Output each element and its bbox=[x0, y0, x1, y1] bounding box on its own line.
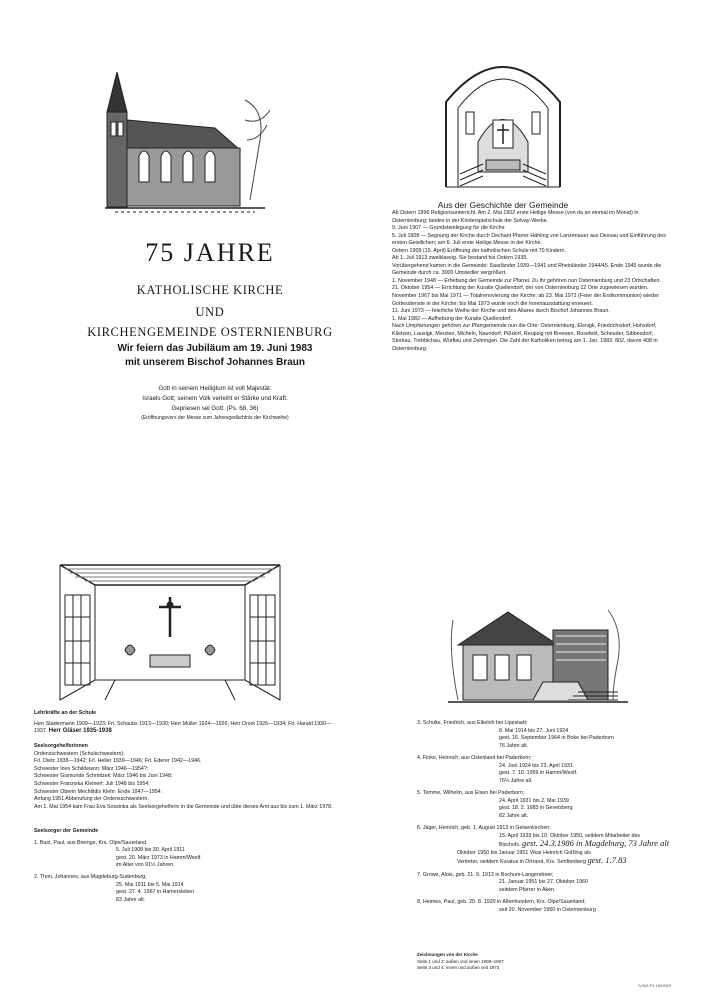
page-title: 75 JAHRE bbox=[145, 238, 275, 267]
priest-entry: 5. Temme, Wilhelm, aus Elsen bei Paderborn; bbox=[417, 790, 525, 796]
history-entry: 9. Juni 1907 — Grundsteinlegung für die Kirche bbox=[392, 225, 505, 232]
priest-detail: gest. 7. 10. 1959 in Hamm/Westf. bbox=[499, 770, 578, 776]
teachers-typed-addition: Herr Gläser 1935-1938 bbox=[48, 728, 112, 735]
church-exterior-drawing bbox=[95, 60, 275, 220]
history-entry: 21. Oktober 1954 — Errichtung der Kuratie Quellendorf, der von Osternienburg 12 Orte zugewiesen wurden. bbox=[392, 285, 649, 292]
history-entry: 5. Juli 1908 — Segnung der Kirche durch Dechant Pfarrer Hähling von Lanzenauer aus Dessau und Einführung des ersten Geistlichen; am 6. Juli erste Heilige Messe in der Kirche. bbox=[392, 232, 666, 247]
helpers-line: Schwester Oberin Mechtildis Klehr: Ende 1947—1954. bbox=[34, 788, 163, 795]
priest-entry: 4. Finke, Heinrich, aus Ostenland bei Paderborn; bbox=[417, 755, 532, 761]
history-entry: Ab 1. Juli 1913 zweiklassig. Sie bestand bis Ostern 1939. bbox=[392, 255, 528, 262]
subtitle-line-2: UND bbox=[195, 305, 225, 319]
priest-detail: Vertreter, seitdem Kuratus in Ortrand, Krs. Senftenberg bbox=[457, 859, 586, 865]
drawings-credit bbox=[417, 952, 617, 972]
church-interior-modern-drawing bbox=[55, 555, 285, 705]
page-1 bbox=[0, 0, 353, 500]
helpers-section bbox=[34, 743, 334, 811]
priests-section bbox=[34, 828, 334, 904]
priest-entry: 1. Bast, Paul, aus Bremge, Krs. Olpe/Sauerland bbox=[34, 839, 147, 846]
priest-entry: 8. Heimes, Paul, geb. 20. 8. 1920 in Altenhundem, Krs. Olpe/Sauerland; bbox=[417, 899, 586, 905]
priests-continued bbox=[417, 720, 692, 914]
history-entry: Ostern 1909 (19. April) Eröffnung der katholischen Schule mit 70 Kindern. bbox=[392, 247, 566, 254]
priest-detail: gest. 27. 4. 1967 in Hamersleben bbox=[116, 889, 195, 896]
print-code: IV/5/8 P1 189/83/5 bbox=[638, 983, 672, 988]
priest-detail: 25. Mai 1911 bis 5. Mai 1914 bbox=[116, 881, 184, 888]
celebration-line-1: Wir feiern das Jubiläum am 19. Juni 1983 bbox=[117, 343, 313, 354]
history-entry: Vorübergehend kamen in die Gemeinde: Saarländer 1939—1941 und Rheinländer 1944/45. Ende 1945 wurde die Gemeinde durch ca. 3000 Umsiedler vergrößert. bbox=[392, 262, 662, 277]
helpers-line: Schwester Ines Schildewon: März 1946—1954?; bbox=[34, 765, 149, 772]
priest-detail: 83 Jahre alt. bbox=[116, 896, 146, 903]
priest-detail: gest. 16. September 1964 in Boke bei Paderborn bbox=[499, 735, 614, 741]
church-exterior-modern-drawing bbox=[448, 600, 628, 710]
helpers-line: Schwester Gismunde Schmitzek: März 1946 bis Juni 1948; bbox=[34, 773, 173, 780]
priest-entry: 3. Schulte, Friedrich, aus Elkeloh bei Lippstadt; bbox=[417, 720, 528, 726]
verse-note: (Eröffnungsvers der Messe zum Jahresgedächtnis der Kirchweihe) bbox=[141, 415, 289, 421]
helpers-line: Am 1. Mai 1954 kam Frau Eva Sossinka als Seelsorgehelferin in die Gemeinde und übte dieses Amt aus bis zum 1. März 1978. bbox=[34, 803, 333, 810]
drawings-line: Seite 1 und 2: außen und innen 1908–1967 bbox=[417, 958, 504, 964]
helpers-line: Anfang 1951 Abberufung der Ordensschwestern. bbox=[34, 796, 149, 803]
history-entry: 1. Mai 1982 — Aufhebung der Kuratie Quellendorf. bbox=[392, 315, 513, 322]
priests-heading: Seelsorger der Gemeinde bbox=[34, 828, 99, 834]
subtitle-line-1: KATHOLISCHE KIRCHE bbox=[136, 283, 284, 297]
priest-detail: seitdem Pfarrer in Aken. bbox=[499, 886, 556, 893]
priest-detail: 8. Mai 1914 bis 27. Juni 1924 bbox=[499, 727, 569, 734]
history-entry: November 1967 bis Mai 1971 — Totalrenovierung der Kirche; ab 23. Mai 1971 (Feier der Erstkommunion) wieder Gottesdienste in der Kirche; bis Mai 1973 wurde noch die Innenausstattung erneuert. bbox=[392, 293, 659, 307]
verse-line-1: Gott in seinem Heiligtum ist voll Majestät. bbox=[158, 385, 272, 392]
priest-detail: gest. 20. März 1973 in Hamm/Westf. bbox=[116, 854, 202, 861]
handwritten-annotation: gest. 1.7.83 bbox=[587, 855, 627, 865]
history-entry: Ab Ostern 1896 Religionsunterricht. Am 2. Mai 1902 erste Heilige Messe (von da an einmal im Monat) in Osternienburg; beides in der Kinderspielschule der Solvay-Werke. bbox=[392, 210, 639, 224]
drawings-line: Seite 3 und 4: innen und außen seit 1973 bbox=[417, 965, 500, 970]
priest-detail: 24. April 1931 bis 2. Mai 1939 bbox=[499, 797, 569, 804]
priest-detail: gest. 18. 2. 1983 in Gevelsberg bbox=[499, 805, 573, 811]
helpers-line: Frl. Dietz 1938—1942; Frl. Heller 1939—1946; Frl. Ederer 1942—1946. bbox=[34, 758, 202, 765]
subtitle-line-3: KIRCHENGEMEINDE OSTERNIENBURG bbox=[87, 325, 333, 339]
history-entry: 11. Juni 1973 — feierliche Weihe der Kirche und des Altares durch Bischof Johannes Braun. bbox=[392, 308, 610, 315]
teachers-section bbox=[34, 710, 334, 736]
helpers-line: Ordensschwestern (Schulschwestern): bbox=[34, 750, 125, 757]
priest-detail: 76½ Jahre alt. bbox=[499, 777, 533, 784]
page-3 bbox=[0, 500, 353, 1000]
priest-detail: 5. Juli 1908 bis 30. April 1911 bbox=[116, 847, 185, 854]
handwritten-annotation: gest. 24.3.1986 in Magdeburg, 73 Jahre alt bbox=[521, 838, 670, 848]
priest-detail: im Alter von 91½ Jahren. bbox=[116, 862, 175, 869]
priest-detail: 21. Januar 1951 bis 27. Oktober 1960 bbox=[499, 879, 588, 885]
priest-detail: Bischofs. bbox=[499, 842, 521, 848]
drawings-heading: Zeichnungen von der Kirche bbox=[417, 952, 478, 957]
priest-detail: 82 Jahre alt. bbox=[499, 812, 529, 819]
history-heading: Aus der Geschichte der Gemeinde bbox=[437, 200, 569, 210]
priest-detail: 76 Jahre alt. bbox=[499, 742, 529, 749]
page-4 bbox=[353, 500, 706, 1000]
celebration-announcement bbox=[100, 342, 330, 370]
history-entry: Nach Umpfarrungen gehören zur Pfarrgemeinde nun die Orte: Osternienburg, Elsnigk, Friedrichsdorf, Hohsdorf, Klietzen, Lausigk, Merzien, Micheln, Naundorf, Pißdorf, Reupzig mit Breesen, Rosefeld, Scheuder, Sibbesdorf, Storkau, Trebbichau, Würflau und Zehringen. Die Zahl der Katholiken betrug am 1. Jan. 1983: 802, davon 408 in Osternienburg. bbox=[392, 323, 658, 352]
priest-entry: 7. Growe, Alois, geb. 21. 9. 1913 in Bochum-Langendreer; bbox=[417, 871, 554, 878]
church-interior-drawing bbox=[438, 42, 568, 192]
history-text bbox=[392, 210, 667, 353]
celebration-line-2: mit unserem Bischof Johannes Braun bbox=[124, 357, 306, 368]
priest-entry: 6. Jäger, Heinrich, geb. 1. August 1913 in Gelsenkirchen; bbox=[417, 825, 551, 831]
verse-line-3: Gepriesen sei Gott. (Ps. 68, 36) bbox=[171, 405, 259, 412]
verse-line-2: Israels Gott; seinem Volk verleiht er Stärke und Kraft. bbox=[142, 395, 288, 402]
priest-entry: 2. Thon, Johannes, aus Magdeburg-Sudenburg; bbox=[34, 873, 147, 880]
psalm-verse bbox=[100, 384, 330, 414]
priest-detail: seit 20. November 1960 in Osternienburg bbox=[499, 906, 596, 913]
page-2 bbox=[353, 0, 706, 500]
priest-detail: Oktober 1950 bis Januar 1951 Vikar Heinrich Goßling als bbox=[457, 849, 591, 856]
helpers-line: Schwester Franziska Kleinert: Juli 1948 bis 1954; bbox=[34, 780, 150, 787]
helpers-heading: Seelsorgehelferinnen bbox=[34, 743, 88, 749]
priest-detail: 24. Juni 1924 bis 23. April 1931 bbox=[499, 762, 573, 769]
history-entry: 1. November 1948 — Erhebung der Gemeinde zur Pfarrei. Zu ihr gehören nun Osternienburg und 23 Ortschaften. bbox=[392, 277, 661, 284]
teachers-list: Herr Stadermann 1909—1923; Frl. Schaubs 1913—1930; Herr Müller 1924—1926; Herr Drost 1926—1934; Frl. Harald 1930—1937. bbox=[34, 720, 332, 735]
teachers-heading: Lehrkräfte an der Schule bbox=[34, 710, 97, 716]
priest-detail: 15. April 1939 bis 10. Oktober 1950, seitdem Mitarbeiter des bbox=[499, 832, 641, 839]
